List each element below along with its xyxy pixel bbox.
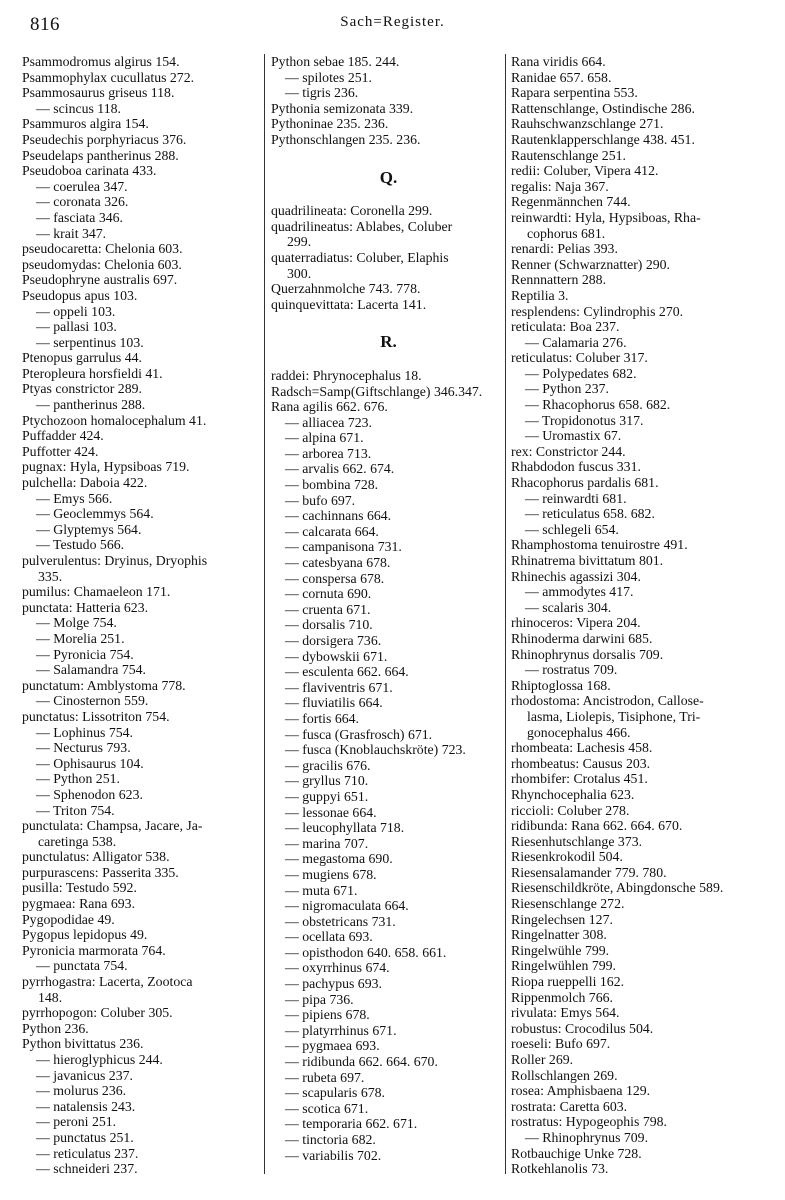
index-entry: pyrrhogastra: Lacerta, Zootoca xyxy=(22,974,193,990)
index-entry: Rotkehlanolis 73. xyxy=(511,1161,609,1177)
index-entry: pusilla: Testudo 592. xyxy=(22,880,137,896)
index-entry: caretinga 538. xyxy=(38,833,117,849)
index-entry: gonocephalus 466. xyxy=(527,724,631,740)
index-entry: — coerulea 347. xyxy=(36,178,128,194)
index-entry: Rippenmolch 766. xyxy=(511,989,613,1005)
index-entry: — opisthodon 640. 658. 661. xyxy=(285,944,447,960)
p-entries-continued xyxy=(271,54,506,148)
index-entry: — pipiens 678. xyxy=(285,1007,370,1023)
index-entry: — Python 237. xyxy=(525,381,609,397)
index-entry: Pythonia semizonata 339. xyxy=(271,100,414,116)
index-entry: Ptychozoon homalocephalum 41. xyxy=(22,412,207,428)
index-entry: Riesensalamander 779. 780. xyxy=(511,864,667,880)
index-entry: pseudocaretta: Chelonia 603. xyxy=(22,241,183,257)
index-entry: — Necturus 793. xyxy=(36,740,131,756)
index-entry: — dorsigera 736. xyxy=(285,633,382,648)
index-entry: — guppyi 651. xyxy=(285,788,369,804)
index-entry: rhombeatus: Causus 203. xyxy=(511,755,651,771)
index-entry: Rapara serpentina 553. xyxy=(511,85,638,101)
index-entry: — catesbyana 678. xyxy=(285,555,391,571)
index-entry: Rautenklapperschlange 438. 451. xyxy=(511,131,695,147)
index-entry: — temporaria 662. 671. xyxy=(285,1116,418,1132)
index-entry: Riesenkrokodil 504. xyxy=(511,849,623,865)
index-entry: Renner (Schwarznatter) 290. xyxy=(511,256,670,272)
index-entry: Roller 269. xyxy=(511,1052,574,1067)
index-entry: reinwardti: Hyla, Hypsiboas, Rha- xyxy=(511,209,701,225)
index-entry: — platyrrhinus 671. xyxy=(285,1022,397,1038)
index-entry: — Uromastix 67. xyxy=(525,428,622,444)
index-entry: — punctata 754. xyxy=(36,958,128,974)
index-entry: Ptyas constrictor 289. xyxy=(22,381,142,397)
index-entry: Ringelnatter 308. xyxy=(511,927,607,943)
index-entry: pseudomydas: Chelonia 603. xyxy=(22,256,182,272)
index-entry: Psammodromus algirus 154. xyxy=(22,54,180,69)
index-entry: quaterradiatus: Coluber, Elaphis xyxy=(271,249,449,265)
index-entry: — bufo 697. xyxy=(285,492,356,508)
index-entry: 148. xyxy=(38,989,63,1005)
index-entry: Rhamphostoma tenuirostre 491. xyxy=(511,537,688,553)
index-entry: — rubeta 697. xyxy=(285,1069,365,1085)
index-entry: — scalaris 304. xyxy=(525,599,612,615)
index-entry: Pygopus lepidopus 49. xyxy=(22,927,148,943)
index-entry: — schneideri 237. xyxy=(36,1161,138,1177)
index-entry: Pteropleura horsfieldi 41. xyxy=(22,365,163,381)
index-entry: — fasciata 346. xyxy=(36,209,123,225)
index-entry: — Testudo 566. xyxy=(36,537,125,553)
index-entry: Rattenschlange, Ostindische 286. xyxy=(511,100,695,116)
index-entry: — spilotes 251. xyxy=(285,69,372,85)
index-entry: — Salamandra 754. xyxy=(36,662,146,678)
index-entry: Pythoninae 235. 236. xyxy=(271,116,389,132)
index-entry: — calcarata 664. xyxy=(285,523,379,539)
index-entry: — peroni 251. xyxy=(36,1114,117,1130)
index-entry: 300. xyxy=(287,265,312,281)
index-entry: Rhynchocephalia 623. xyxy=(511,786,635,802)
index-entry: Rhinatrema bivittatum 801. xyxy=(511,553,664,568)
index-entry: — cruenta 671. xyxy=(285,601,371,617)
index-entry: rhombifer: Crotalus 451. xyxy=(511,771,648,787)
index-entry: Psammophylax cucullatus 272. xyxy=(22,69,195,85)
index-entry: Riesenschildkröte, Abingdonsche 589. xyxy=(511,880,724,896)
index-entry: — muta 671. xyxy=(285,882,358,898)
index-entry: raddei: Phrynocephalus 18. xyxy=(271,367,422,383)
index-entry: reticulata: Boa 237. xyxy=(511,319,620,335)
section-heading-r: R. xyxy=(380,332,397,352)
index-entry: — cachinnans 664. xyxy=(285,508,392,524)
index-entry: Psammosaurus griseus 118. xyxy=(22,85,175,101)
index-entry: — campanisona 731. xyxy=(285,539,402,555)
index-entry: — dybowskii 671. xyxy=(285,648,388,664)
index-entry: Rennnattern 288. xyxy=(511,272,607,288)
page-title: Sach=Register. xyxy=(340,14,445,30)
index-entry: — flaviventris 671. xyxy=(285,679,393,695)
index-entry: — schlegeli 654. xyxy=(525,521,619,537)
index-entry: pygmaea: Rana 693. xyxy=(22,896,136,912)
index-entry: — punctatus 251. xyxy=(36,1129,134,1145)
index-entry: pulchella: Daboia 422. xyxy=(22,475,148,491)
index-entry: — Cinosternon 559. xyxy=(36,693,149,709)
index-entry: — Glyptemys 564. xyxy=(36,521,142,537)
index-entry: — arvalis 662. 674. xyxy=(285,461,395,477)
index-entry: rostratus: Hypogeophis 798. xyxy=(511,1114,667,1130)
index-column-3 xyxy=(511,54,773,1177)
index-entry: — pygmaea 693. xyxy=(285,1038,380,1054)
index-column-1 xyxy=(22,54,258,1177)
index-entry: renardi: Pelias 393. xyxy=(511,241,618,257)
index-entry: Rotbauchige Unke 728. xyxy=(511,1145,642,1161)
index-entry: — esculenta 662. 664. xyxy=(285,664,409,680)
index-entry: — reinwardti 681. xyxy=(525,490,627,506)
index-entry: quadrilineatus: Ablabes, Coluber xyxy=(271,218,453,234)
index-entry: Rana agilis 662. 676. xyxy=(271,399,388,415)
index-entry: Regenmännchen 744. xyxy=(511,194,631,210)
index-entry: punctatum: Amblystoma 778. xyxy=(22,677,186,693)
index-entry: — ammodytes 417. xyxy=(525,584,634,600)
index-entry: pulverulentus: Dryinus, Dryophis xyxy=(22,553,208,568)
index-entry: — arborea 713. xyxy=(285,445,372,461)
index-entry: — gryllus 710. xyxy=(285,773,369,789)
index-entry: quadrilineata: Coronella 299. xyxy=(271,203,433,219)
index-entry: Python sebae 185. 244. xyxy=(271,54,400,69)
index-entry: reticulatus: Coluber 317. xyxy=(511,350,648,366)
index-entry: — Pyronicia 754. xyxy=(36,646,134,662)
index-entry: Rhinechis agassizi 304. xyxy=(511,568,641,584)
index-entry: — natalensis 243. xyxy=(36,1098,136,1114)
index-entry: rostrata: Caretta 603. xyxy=(511,1098,628,1114)
index-entry: — Sphenodon 623. xyxy=(36,786,143,802)
index-entry: — variabilis 702. xyxy=(285,1147,382,1163)
index-entry: lasma, Liolepis, Tisiphone, Tri- xyxy=(527,708,701,724)
section-heading-q: Q. xyxy=(379,167,398,187)
index-entry: — scotica 671. xyxy=(285,1100,369,1116)
index-entry: — gracilis 676. xyxy=(285,757,371,773)
index-entry: — bombina 728. xyxy=(285,477,379,493)
index-entry: — alpina 671. xyxy=(285,430,364,446)
index-entry: rivulata: Emys 564. xyxy=(511,1005,620,1021)
index-entry: — ocellata 693. xyxy=(285,929,373,945)
index-entry: — Emys 566. xyxy=(36,490,113,506)
index-entry: robustus: Crocodilus 504. xyxy=(511,1020,654,1036)
index-entry: Rhacophorus pardalis 681. xyxy=(511,475,659,491)
index-entry: — Polypedates 682. xyxy=(525,365,637,381)
index-entry: — pipa 736. xyxy=(285,991,354,1007)
index-entry: Rauhschwanzschlange 271. xyxy=(511,116,664,132)
index-entry: cophorus 681. xyxy=(527,225,606,241)
index-entry: — conspersa 678. xyxy=(285,570,385,586)
index-entry: — tigris 236. xyxy=(285,85,359,101)
index-entry: resplendens: Cylindrophis 270. xyxy=(511,303,684,319)
index-entry: — fusca (Knoblauchskröte) 723. xyxy=(285,742,466,758)
index-entry: — reticulatus 658. 682. xyxy=(525,506,655,522)
index-entry: — leucophyllata 718. xyxy=(285,820,405,836)
index-entry: — scapularis 678. xyxy=(285,1085,386,1101)
index-entry: Rhinoderma darwini 685. xyxy=(511,630,653,646)
index-entry: — Rhacophorus 658. 682. xyxy=(525,397,671,413)
index-entry: — ridibunda 662. 664. 670. xyxy=(285,1054,438,1070)
index-entry: Pseudelaps pantherinus 288. xyxy=(22,147,179,163)
index-entry: regalis: Naja 367. xyxy=(511,178,609,194)
index-entry: rhombeata: Lachesis 458. xyxy=(511,740,653,756)
index-entry: pyrrhopogon: Coluber 305. xyxy=(22,1005,173,1021)
index-entry: — Geoclemmys 564. xyxy=(36,506,154,522)
index-entry: — Morelia 251. xyxy=(36,630,125,646)
index-entry: — nigromaculata 664. xyxy=(285,898,409,914)
q-entries xyxy=(271,203,506,312)
index-entry: redii: Coluber, Vipera 412. xyxy=(511,163,659,179)
index-entry: — cornuta 690. xyxy=(285,586,372,602)
index-entry: Ringelwühle 799. xyxy=(511,942,610,958)
index-entry: Psammuros algira 154. xyxy=(22,116,149,132)
index-entry: pumilus: Chamaeleon 171. xyxy=(22,584,171,600)
index-entry: Riesenhutschlange 373. xyxy=(511,833,643,849)
index-entry: Riesenschlange 272. xyxy=(511,896,625,912)
index-entry: pugnax: Hyla, Hypsiboas 719. xyxy=(22,459,190,475)
index-entry: 335. xyxy=(38,568,63,584)
index-entry: punctatus: Lissotriton 754. xyxy=(22,708,170,724)
index-entry: — pantherinus 288. xyxy=(36,397,146,413)
index-entry: — lessonae 664. xyxy=(285,804,377,820)
index-entry: Pythonschlangen 235. 236. xyxy=(271,131,421,147)
index-entry: Rhabdodon fuscus 331. xyxy=(511,459,641,475)
index-entry: roeseli: Bufo 697. xyxy=(511,1036,611,1052)
index-entry: — oxyrrhinus 674. xyxy=(285,960,390,976)
index-entry: 299. xyxy=(287,234,312,250)
index-entry: Rana viridis 664. xyxy=(511,54,606,69)
index-entry: Pseudoboa carinata 433. xyxy=(22,163,157,179)
index-entry: rex: Constrictor 244. xyxy=(511,443,626,459)
index-entry: — pallasi 103. xyxy=(36,319,117,335)
index-entry: — javanicus 237. xyxy=(36,1067,133,1083)
index-entry: — Rhinophrynus 709. xyxy=(525,1129,649,1145)
index-entry: — alliacea 723. xyxy=(285,414,372,430)
index-entry: — coronata 326. xyxy=(36,194,129,210)
index-entry: Puffotter 424. xyxy=(22,443,99,459)
index-entry: Python bivittatus 236. xyxy=(22,1036,144,1052)
index-entry: — Triton 754. xyxy=(36,802,115,818)
index-entry: punctulata: Champsa, Jacare, Ja- xyxy=(22,818,203,834)
index-entry: — Tropidonotus 317. xyxy=(525,412,644,428)
index-entry: Ptenopus garrulus 44. xyxy=(22,350,142,366)
index-entry: Python 236. xyxy=(22,1020,89,1036)
index-entry: — reticulatus 237. xyxy=(36,1145,139,1161)
index-entry: punctulatus: Alligator 538. xyxy=(22,849,170,865)
index-entry: ridibunda: Rana 662. 664. 670. xyxy=(511,818,683,834)
index-entry: — megastoma 690. xyxy=(285,851,393,867)
index-entry: rosea: Amphisbaena 129. xyxy=(511,1083,651,1099)
index-entry: Querzahnmolche 743. 778. xyxy=(271,281,421,297)
index-entry: — krait 347. xyxy=(36,225,107,241)
index-entry: — fortis 664. xyxy=(285,710,359,726)
index-entry: riccioli: Coluber 278. xyxy=(511,802,630,818)
index-entry: Ranidae 657. 658. xyxy=(511,69,612,85)
index-entry: rhinoceros: Vipera 204. xyxy=(511,615,641,631)
r-entries xyxy=(271,368,506,1163)
index-entry: — marina 707. xyxy=(285,835,369,851)
index-entry: — Lophinus 754. xyxy=(36,724,133,740)
index-entry: — Ophisaurus 104. xyxy=(36,755,144,771)
index-entry: — dorsalis 710. xyxy=(285,617,373,633)
index-entry: — obstetricans 731. xyxy=(285,913,396,929)
index-entry: — tinctoria 682. xyxy=(285,1132,376,1147)
index-entry: — Python 251. xyxy=(36,771,120,787)
index-entry: Rollschlangen 269. xyxy=(511,1067,618,1083)
index-entry: — oppeli 103. xyxy=(36,303,116,319)
index-entry: Radsch=Samp(Giftschlange) 346.347. xyxy=(271,383,483,399)
index-entry: — Calamaria 276. xyxy=(525,334,627,350)
index-entry: — rostratus 709. xyxy=(525,662,618,678)
index-entry: Rhinophrynus dorsalis 709. xyxy=(511,646,664,662)
index-entry: Pyronicia marmorata 764. xyxy=(22,942,166,958)
index-entry: Rautenschlange 251. xyxy=(511,147,626,163)
index-entry: — hieroglyphicus 244. xyxy=(36,1052,163,1067)
page-number: 816 xyxy=(30,14,60,35)
index-entry: — fusca (Grasfrosch) 671. xyxy=(285,726,433,742)
index-entry: purpurascens: Passerita 335. xyxy=(22,864,179,880)
index-entry: — Molge 754. xyxy=(36,615,117,631)
index-entry: Pseudechis porphyriacus 376. xyxy=(22,131,187,147)
index-entry: Ringelwühlen 799. xyxy=(511,958,616,974)
column-divider xyxy=(264,54,265,1174)
index-entry: Pygopodidae 49. xyxy=(22,911,115,927)
index-entry: — serpentinus 103. xyxy=(36,334,144,350)
index-entry: — molurus 236. xyxy=(36,1083,127,1099)
index-entry: Pseudophryne australis 697. xyxy=(22,272,178,288)
index-entry: punctata: Hatteria 623. xyxy=(22,599,149,615)
index-entry: Puffadder 424. xyxy=(22,428,104,444)
index-entry: — pachypus 693. xyxy=(285,976,382,992)
index-column-2 xyxy=(271,54,506,1163)
index-entry: quinquevittata: Lacerta 141. xyxy=(271,296,427,312)
index-entry: Riopa rueppelli 162. xyxy=(511,974,625,990)
index-entry: Rhiptoglossa 168. xyxy=(511,677,611,693)
index-entry: Ringelechsen 127. xyxy=(511,911,613,927)
index-entry: — scincus 118. xyxy=(36,100,121,116)
index-entry: rhodostoma: Ancistrodon, Callose- xyxy=(511,693,704,709)
index-entry: — mugiens 678. xyxy=(285,866,377,882)
index-entry: Pseudopus apus 103. xyxy=(22,287,138,303)
index-entry: — fluviatilis 664. xyxy=(285,695,383,711)
index-entry: Reptilia 3. xyxy=(511,287,569,303)
